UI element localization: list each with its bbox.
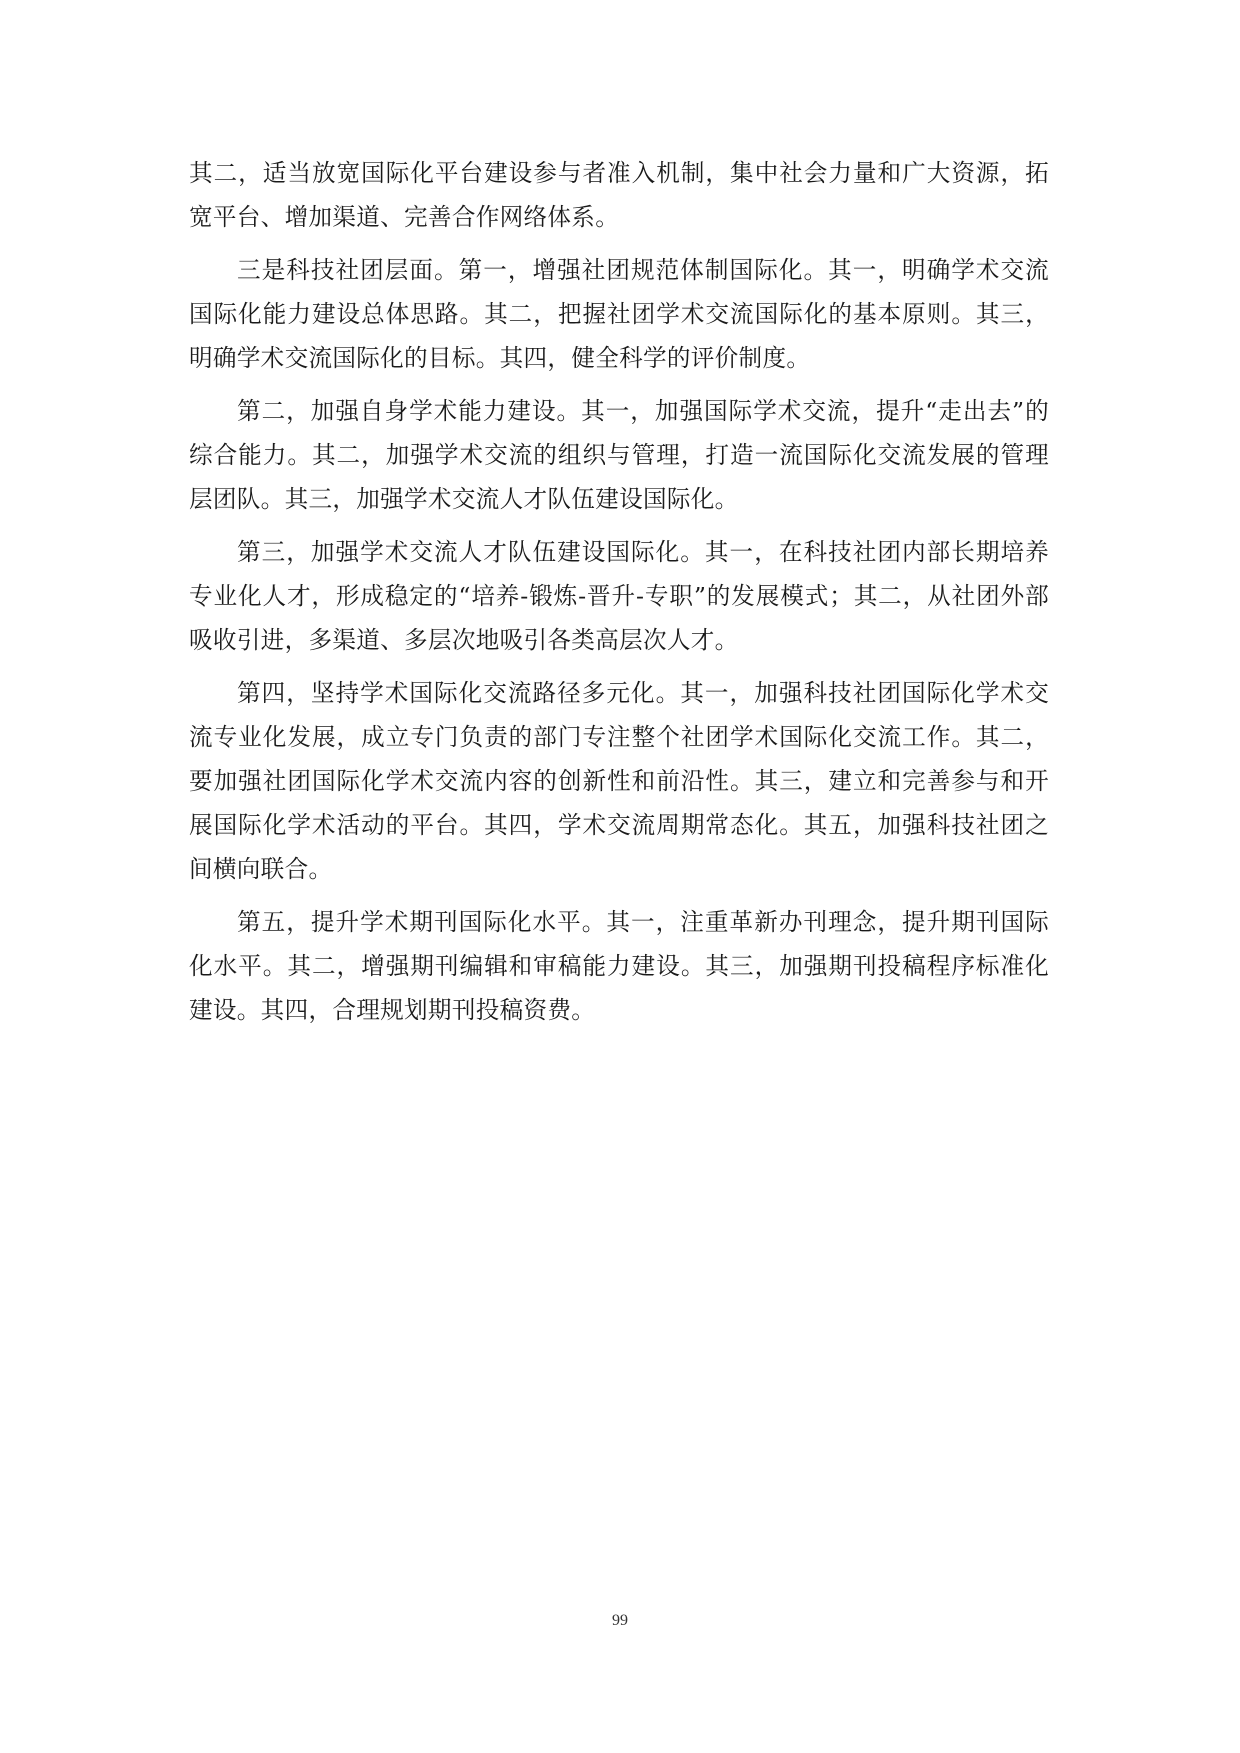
- paragraph-3: 第二，加强自身学术能力建设。其一，加强国际学术交流，提升“走出去”的综合能力。其二，加强学术交流的组织与管理，打造一流国际化交流发展的管理层团队。其三，加强学术交流人才队伍建设国际化。: [189, 397, 1049, 513]
- body-text: [189, 151, 1049, 1032]
- paragraph-1: 其二，适当放宽国际化平台建设参与者准入机制，集中社会力量和广大资源，拓宽平台、增加渠道、完善合作网络体系。: [189, 159, 1049, 231]
- paragraph-4: 第三，加强学术交流人才队伍建设国际化。其一，在科技社团内部长期培养专业化人才，形成稳定的“培养-锻炼-晋升-专职”的发展模式；其二，从社团外部吸收引进，多渠道、多层次地吸引各类高层次人才。: [189, 538, 1049, 654]
- paragraph-5: 第四，坚持学术国际化交流路径多元化。其一，加强科技社团国际化学术交流专业化发展，成立专门负责的部门专注整个社团学术国际化交流工作。其二，要加强社团国际化学术交流内容的创新性和前沿性。其三，建立和完善参与和开展国际化学术活动的平台。其四，学术交流周期常态化。其五，加强科技社团之间横向联合。: [189, 679, 1049, 883]
- page-number: 99: [612, 1612, 628, 1629]
- paragraph-2: 三是科技社团层面。第一，增强社团规范体制国际化。其一，明确学术交流国际化能力建设总体思路。其二，把握社团学术交流国际化的基本原则。其三，明确学术交流国际化的目标。其四，健全科学的评价制度。: [189, 256, 1049, 372]
- paragraph-6: 第五，提升学术期刊国际化水平。其一，注重革新办刊理念，提升期刊国际化水平。其二，增强期刊编辑和审稿能力建设。其三，加强期刊投稿程序标准化建设。其四，合理规划期刊投稿资费。: [189, 908, 1049, 1024]
